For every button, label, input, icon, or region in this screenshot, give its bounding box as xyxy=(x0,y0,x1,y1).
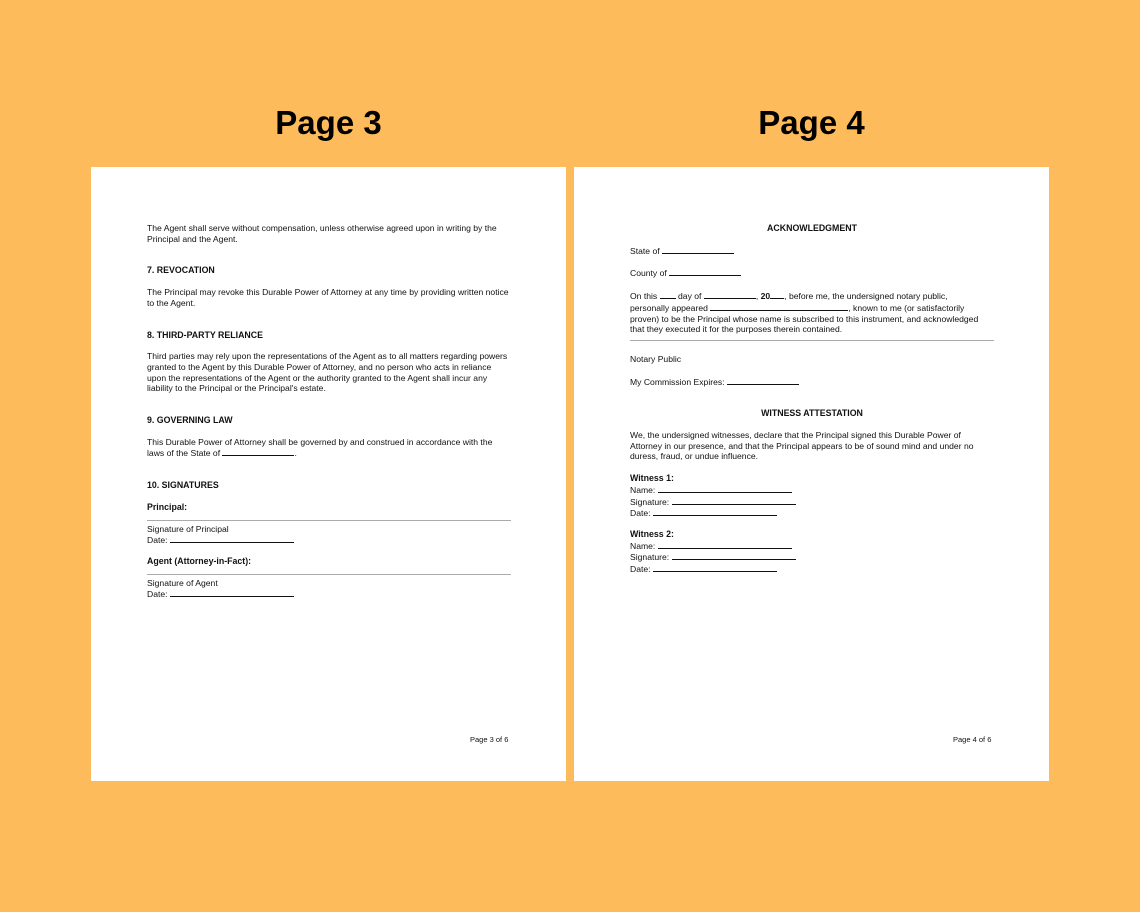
page-3-footer: Page 3 of 6 xyxy=(470,735,509,744)
appeared-name-blank[interactable] xyxy=(710,302,848,311)
governing-law-heading: 9. GOVERNING LAW xyxy=(147,415,233,426)
witness-1-date-row: Date: xyxy=(630,507,994,519)
county-of-row: County of xyxy=(630,267,994,279)
commission-expires-blank[interactable] xyxy=(727,376,799,385)
witness-2-signature-row: Signature: xyxy=(630,551,994,563)
page-4-heading: Page 4 xyxy=(758,104,865,141)
agent-date-row: Date: xyxy=(147,588,511,600)
revocation-heading: 7. REVOCATION xyxy=(147,265,215,276)
notary-public-label: Notary Public xyxy=(630,353,682,364)
agent-label: Agent (Attorney-in-Fact): xyxy=(147,555,252,566)
county-of-blank[interactable] xyxy=(669,267,741,276)
compensation-paragraph: The Agent shall serve without compensation, unless otherwise agreed upon in writing by the Principal and the Agent. xyxy=(147,223,497,244)
witness-1-name-row: Name: xyxy=(630,484,994,496)
day-blank[interactable] xyxy=(660,290,676,299)
witness-1-label: Witness 1: xyxy=(630,473,674,484)
page-3-content xyxy=(147,223,511,600)
state-of-blank[interactable] xyxy=(662,245,734,254)
witness-1-signature-blank[interactable] xyxy=(672,496,796,505)
state-of-row: State of xyxy=(630,245,994,257)
state-blank[interactable] xyxy=(222,447,294,456)
third-party-reliance-heading: 8. THIRD-PARTY RELIANCE xyxy=(147,329,263,340)
witness-1-signature-row: Signature: xyxy=(630,496,994,508)
principal-signature-line xyxy=(147,520,511,521)
witness-2-label: Witness 2: xyxy=(630,528,674,539)
principal-signature-caption: Signature of Principal xyxy=(147,523,229,534)
document-page-3 xyxy=(91,167,566,781)
governing-law-paragraph: This Durable Power of Attorney shall be governed by and construed in accordance with the laws of the State of . xyxy=(147,436,493,459)
agent-signature-caption: Signature of Agent xyxy=(147,577,218,588)
page-4-footer: Page 4 of 6 xyxy=(953,735,992,744)
principal-label: Principal: xyxy=(147,501,188,512)
year-blank[interactable] xyxy=(770,290,784,299)
witness-1-name-blank[interactable] xyxy=(658,484,792,493)
witness-1-date-blank[interactable] xyxy=(653,507,777,516)
notary-signature-line xyxy=(630,340,994,341)
signatures-heading: 10. SIGNATURES xyxy=(147,480,219,491)
witness-2-date-row: Date: xyxy=(630,563,994,575)
witness-2-name-row: Name: xyxy=(630,540,994,552)
revocation-paragraph: The Principal may revoke this Durable Power of Attorney at any time by providing written notice to the Agent. xyxy=(147,287,509,308)
page-4-content xyxy=(630,223,994,575)
witness-2-signature-blank[interactable] xyxy=(672,551,796,560)
acknowledgment-heading: ACKNOWLEDGMENT xyxy=(767,223,857,233)
witness-attestation-heading: WITNESS ATTESTATION xyxy=(761,408,863,419)
document-page-4 xyxy=(574,167,1049,781)
month-blank[interactable] xyxy=(704,290,756,299)
acknowledgment-paragraph: On this day of , 20 , before me, the undersigned notary public, personally appeared , known to me (or satisfactorily proven) to be the Principal whose name is subscribed to this instrument, and acknowledged that they executed it for the purposes therein contained. xyxy=(630,291,979,335)
witness-2-name-blank[interactable] xyxy=(658,540,792,549)
witness-2-date-blank[interactable] xyxy=(653,563,777,572)
agent-date-blank[interactable] xyxy=(170,588,294,597)
principal-date-blank[interactable] xyxy=(170,534,294,543)
third-party-reliance-paragraph: Third parties may rely upon the representations of the Agent as to all matters regarding powers granted to the Agent by this Durable Power of Attorney, and no person who acts in reliance upon the representations of the Agent or the authority granted to the Agent shall incur any liability to the Principal or the Principal's estate. xyxy=(147,351,508,394)
commission-expires-row: My Commission Expires: xyxy=(630,376,994,388)
principal-date-row: Date: xyxy=(147,534,511,546)
witness-attestation-paragraph: We, the undersigned witnesses, declare that the Principal signed this Durable Power of Attorney in our presence, and that the Principal appears to be of sound mind and under no duress, fraud, or undue influence. xyxy=(630,430,974,462)
agent-signature-line xyxy=(147,574,511,575)
page-3-heading: Page 3 xyxy=(275,104,382,141)
